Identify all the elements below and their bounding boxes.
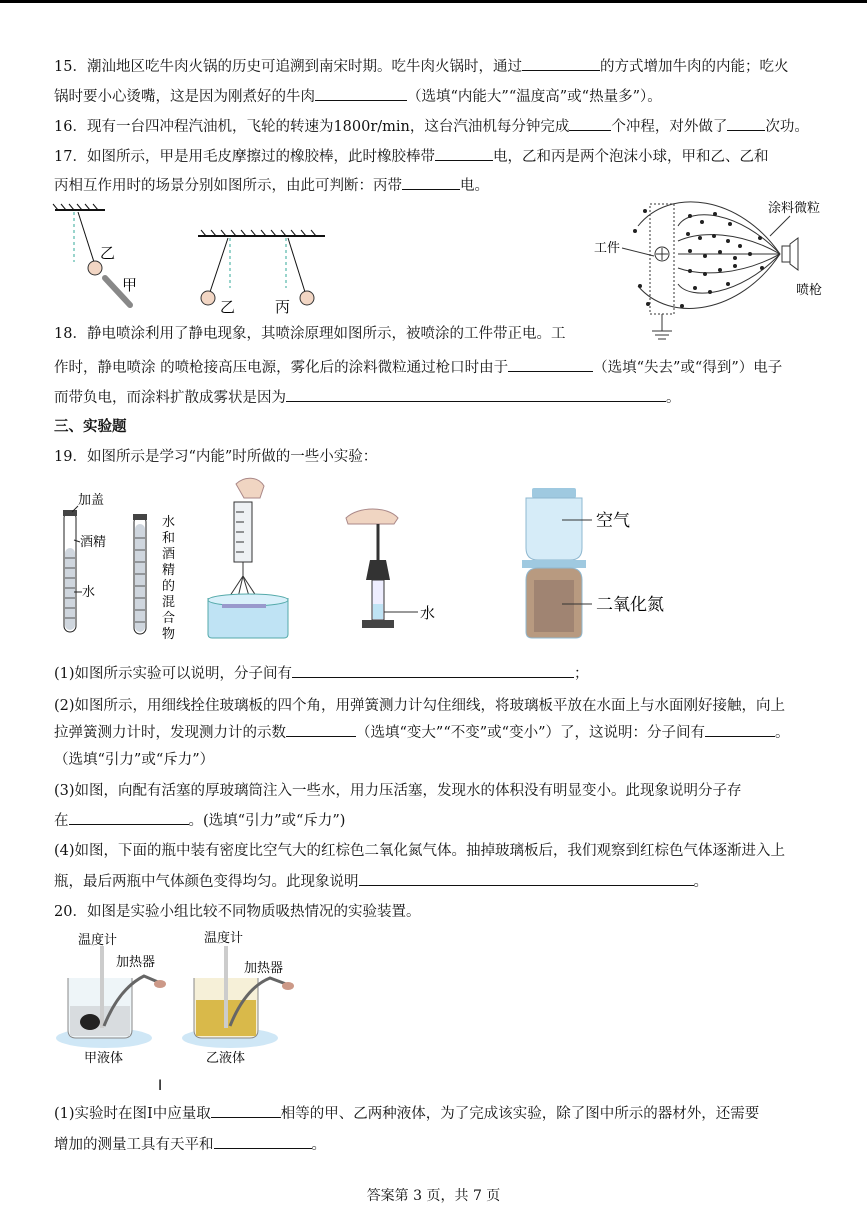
label-mix-char: 酒: [162, 547, 176, 562]
label-mix-char: 精: [162, 563, 176, 578]
q19-p2-line2: [54, 722, 789, 743]
q20-text: 增加的测量工具有天平和: [54, 1137, 214, 1153]
label-liquid-jia: 甲液体: [84, 1051, 124, 1066]
q20-p1-line2: [54, 1134, 326, 1155]
thread: [78, 212, 94, 262]
q18-text: （选填“失去”或“得到”）电子: [593, 360, 783, 376]
q17-text: 17．如图所示，甲是用毛皮摩擦过的橡胶棒，此时橡胶棒带: [54, 149, 435, 165]
label-water: 水: [82, 585, 96, 600]
q15-text: 锅时要小心烫嘴，这是因为刚煮好的牛肉: [54, 89, 315, 105]
q20-blank1[interactable]: [211, 1103, 281, 1118]
q19-piston-figure: [338, 500, 448, 645]
q18-text: 18．静电喷涂利用了静电现象，其喷涂原理如图所示，被喷涂的工件带正电。工: [54, 326, 566, 342]
q19-p4-line1: (4)如图，下面的瓶中装有密度比空气大的红棕色二氧化氮气体。抽掉玻璃板后，我们观察到红棕色气体逐渐进入上: [54, 843, 786, 859]
q15-text: （选填“内能大”“温度高”或“热量多”）。: [407, 89, 662, 105]
label-yi: 乙: [100, 244, 116, 262]
q19-text: 拉弹簧测力计时，发现测力计的示数: [54, 725, 286, 741]
q19-text: （选填“变大”“不变”或“变小”）了，这说明：分子间有: [356, 725, 705, 741]
q17-blank2[interactable]: [402, 175, 460, 190]
q20-text: 相等的甲、乙两种液体，为了完成该实验，除了图中所示的器材外，还需要: [280, 1106, 760, 1122]
q16-blank2[interactable]: [727, 116, 765, 131]
q16-text: 16．现有一台四冲程汽油机，飞轮的转速为1800r/min，这台汽油机每分钟完成: [54, 119, 570, 135]
q19-intro: 19．如图所示是学习“内能”时所做的一些小实验：: [54, 449, 378, 465]
label-yi-2: 乙: [220, 298, 236, 316]
glass-plate: [522, 560, 586, 568]
q20-p1-line1: [54, 1103, 759, 1124]
q15-text: 的方式增加牛肉的内能；吃火: [599, 59, 789, 75]
q20-blank2[interactable]: [214, 1134, 312, 1149]
q17-line2: [54, 175, 489, 196]
q18-line2: [54, 357, 782, 378]
q19-blank3[interactable]: [705, 722, 775, 737]
q17-pendulum-figure: [50, 200, 340, 320]
upper-bottle: [526, 498, 582, 560]
q15-blank2[interactable]: [315, 86, 407, 101]
label-thermometer-2: 温度计: [204, 931, 244, 946]
q19-blank2[interactable]: [286, 722, 356, 737]
q19-gas-diffusion-figure: [512, 484, 712, 644]
q18-text: 而带负电，而涂料扩散成雾状是因为: [54, 390, 286, 406]
q19-text: 。: [774, 725, 790, 741]
q17-line1: [54, 146, 768, 167]
q17-text: 电。: [460, 178, 489, 194]
q16-line: [54, 116, 809, 137]
q19-p4-line2: [54, 871, 708, 892]
q15-line2: [54, 86, 662, 107]
label-lid: 加盖: [78, 493, 105, 508]
q20-text: (1)实验时在图Ⅰ中应量取: [54, 1106, 211, 1122]
label-heater-2: 加热器: [244, 961, 284, 976]
q19-p1: [54, 663, 589, 684]
q18-line1: [54, 324, 565, 344]
q16-text: 个冲程，对外做了: [611, 119, 728, 135]
q20-text: 。: [311, 1137, 326, 1153]
q19-p2-line1: [54, 696, 785, 716]
ball-bing: [300, 291, 314, 305]
label-gun: 喷枪: [796, 283, 823, 298]
label-heater-1: 加热器: [116, 955, 156, 970]
label-mix-char: 物: [162, 627, 176, 642]
q19-text: ；: [574, 666, 589, 682]
label-liquid-yi: 乙液体: [206, 1051, 246, 1066]
q19-blank4[interactable]: [69, 810, 189, 825]
top-border: [0, 0, 867, 3]
q16-text: 次功。: [765, 119, 809, 135]
page-footer: 答案第 3 页，共 7 页: [366, 1188, 501, 1204]
q16-blank1[interactable]: [569, 116, 611, 131]
label-alcohol: 酒精: [80, 535, 107, 550]
ball-yi: [88, 261, 102, 275]
label-particles: 涂料微粒: [768, 201, 821, 216]
label-jia: 甲: [122, 276, 138, 294]
spray-gun: [782, 246, 790, 262]
q15-blank1[interactable]: [522, 56, 600, 71]
label-water-2: 水: [420, 604, 436, 622]
label-air: 空气: [596, 511, 630, 531]
label-mix-char: 和: [162, 531, 176, 546]
label-mix-char: 混: [162, 595, 176, 610]
label-bing: 丙: [275, 298, 291, 316]
label-workpiece: 工件: [594, 241, 621, 256]
q19-p3-line1: (3)如图，向配有活塞的厚玻璃筒注入一些水，用力压活塞，发现水的体积没有明显变小。此现象说明分子存: [54, 783, 742, 799]
label-mix-char: 合: [162, 611, 176, 626]
q19-text: (2)如图所示，用细线拴住玻璃板的四个角，用弹簧测力计勾住细线，将玻璃板平放在水面上与水面刚好接触，向上: [54, 698, 786, 714]
q17-blank1[interactable]: [435, 146, 493, 161]
q19-text: 瓶，最后两瓶中气体颜色变得均匀。此现象说明: [54, 874, 359, 890]
label-thermometer-1: 温度计: [78, 933, 118, 948]
q17-text: 电，乙和丙是两个泡沫小球，甲和乙、乙和: [492, 149, 769, 165]
q19-text: 在: [54, 813, 69, 829]
q19-text: 。: [693, 874, 708, 890]
spray-painting-figure: [590, 186, 840, 346]
figure-label-I: I: [158, 1078, 163, 1094]
q19-blank1[interactable]: [292, 663, 574, 678]
q18-text: 。: [666, 390, 681, 406]
q20-intro: 20．如图是实验小组比较不同物质吸热情况的实验装置。: [54, 904, 421, 920]
q18-blank2[interactable]: [286, 387, 666, 402]
label-mix-char: 的: [162, 579, 176, 594]
q19-spring-scale-figure: [200, 476, 300, 646]
q18-blank1[interactable]: [508, 357, 593, 372]
q20-heating-figure: [54, 926, 314, 1094]
piston: [366, 560, 390, 580]
q19-text: (1)如图所示实验可以说明，分子间有: [54, 666, 293, 682]
q18-text: 作时，静电喷涂 的喷枪接高压电源，雾化后的涂料微粒通过枪口时由于: [54, 360, 509, 376]
q19-text: 。(选填“引力”或“斥力”): [188, 813, 346, 829]
q15-text: 15．潮汕地区吃牛肉火锅的历史可追溯到南宋时期。吃牛肉火锅时，通过: [54, 59, 522, 75]
q19-p2-line3: （选填“引力”或“斥力”）: [54, 752, 215, 768]
ball-yi-2: [201, 291, 215, 305]
q19-p3-line2: [54, 810, 345, 831]
q17-text: 丙相互作用时的场景分别如图所示，由此可判断：丙带: [54, 178, 402, 194]
q19-blank5[interactable]: [359, 871, 694, 886]
q18-line3: [54, 387, 681, 408]
section-title: 三、实验题: [54, 418, 127, 435]
q19-tube-figure: [50, 478, 190, 648]
label-mix-char: 水: [162, 515, 176, 530]
q15-line1: [54, 56, 788, 77]
label-no2: 二氧化氮: [596, 595, 664, 615]
